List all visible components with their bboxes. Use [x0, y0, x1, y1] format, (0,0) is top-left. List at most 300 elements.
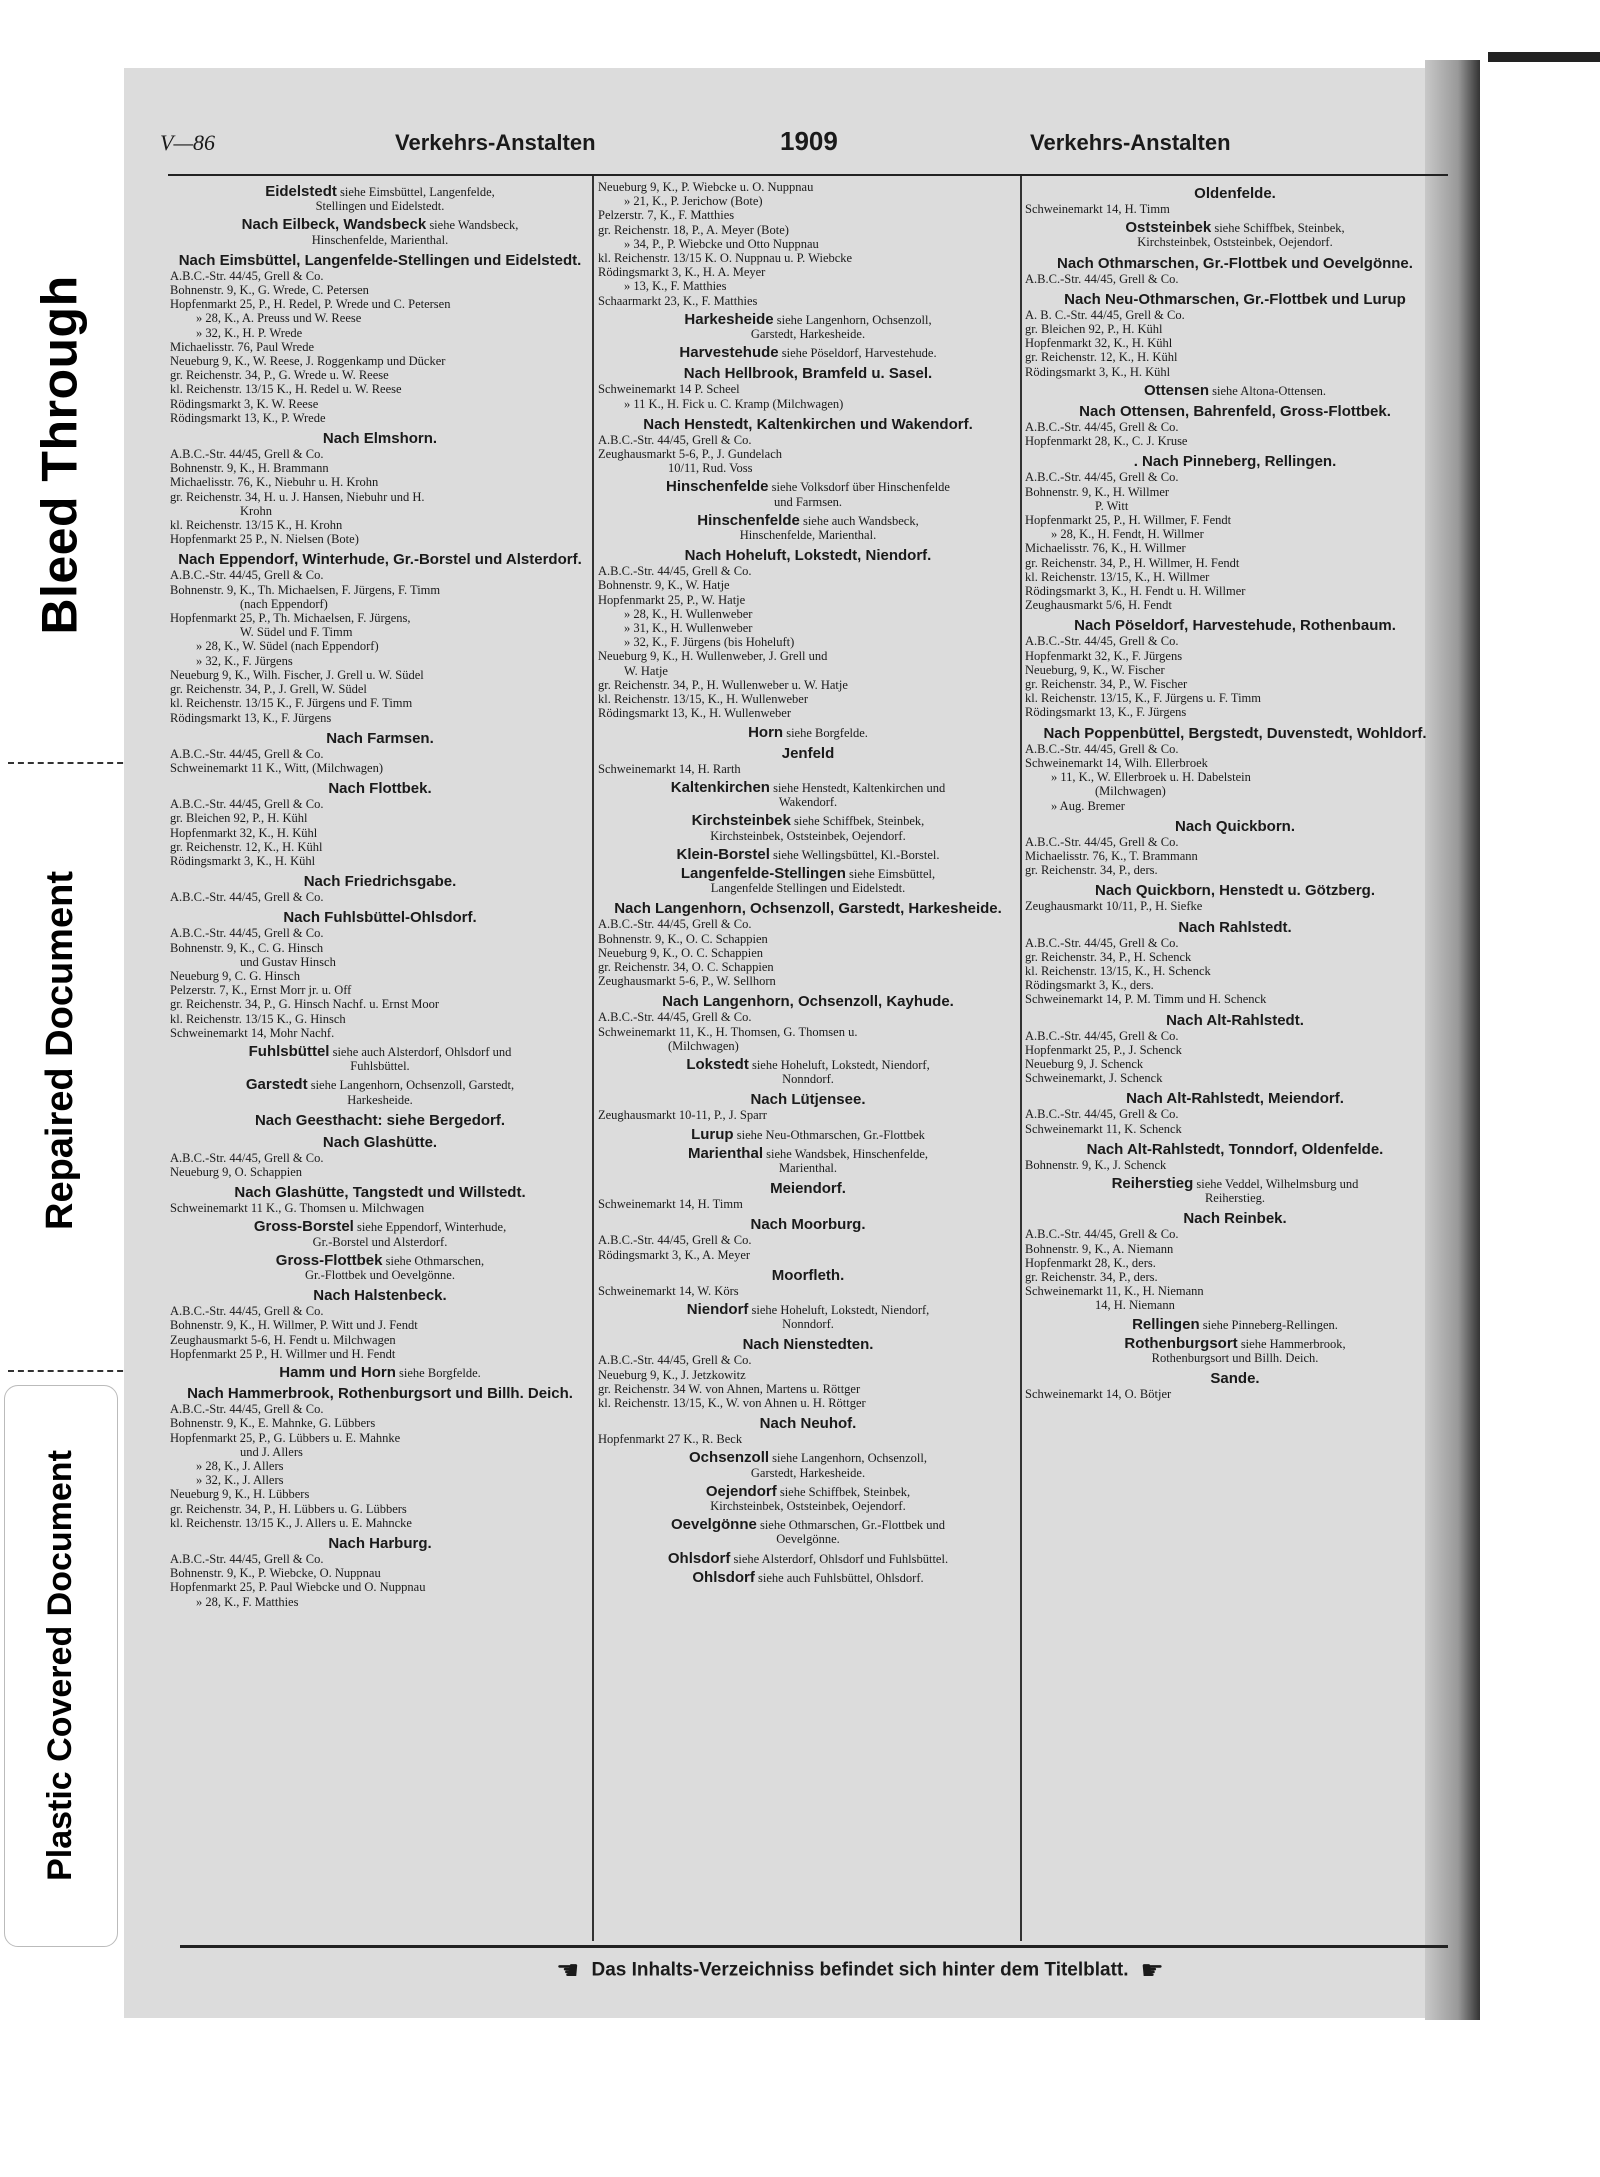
listing-line: A.B.C.-Str. 44/45, Grell & Co.	[598, 917, 752, 932]
listing-line: » 32, K., J. Allers	[196, 1473, 284, 1488]
listing-line: » Aug. Bremer	[1051, 798, 1125, 813]
listing-line: Neueburg, 9, K., W. Fischer	[1025, 662, 1165, 677]
listing-line: A.B.C.-Str. 44/45, Grell & Co.	[1025, 741, 1179, 756]
section-heading: Nach Poppenbüttel, Bergstedt, Duvenstedt, Wohldorf.	[1043, 724, 1427, 742]
listing-line: Schweinemarkt 14, H. Timm	[598, 1197, 743, 1212]
reference-term: Oejendorf	[705, 1482, 777, 1500]
header-rule	[168, 174, 1448, 176]
reference-term: Reiherstieg	[1111, 1174, 1194, 1192]
footer-text: Das Inhalts-Verzeichniss befindet sich hinter dem Titelblatt.	[591, 1959, 1129, 1981]
listing-line: Schaarmarkt 23, K., F. Matthies	[598, 293, 758, 308]
listing-line: gr. Reichenstr. 34, P., H. Schenck	[1025, 949, 1192, 964]
reference-text: siehe Eppendorf, Winterhude,	[353, 1220, 507, 1235]
listing-line: Michaelisstr. 76, K., H. Willmer	[1025, 541, 1186, 556]
section-heading: Nach Hoheluft, Lokstedt, Niendorf.	[684, 547, 932, 565]
listing-line: Rödingsmarkt 3, K. W. Reese	[170, 396, 319, 411]
listing-line: P. Witt	[1095, 498, 1129, 513]
reference-text: siehe Wellingsbüttel, Kl.-Borstel.	[769, 847, 940, 862]
listing-line: W. Südel und F. Timm	[240, 625, 353, 640]
repaired-document-label: Repaired Document	[38, 870, 81, 1230]
section-heading: Oldenfelde.	[1194, 185, 1276, 202]
listing-line: Neueburg 9, K., J. Jetzkowitz	[598, 1367, 746, 1382]
listing-line: Bohnenstr. 9, K., C. G. Hinsch	[170, 940, 324, 955]
cross-reference	[598, 310, 1018, 342]
reference-term: Harvestehude	[679, 344, 779, 362]
listing-line: A.B.C.-Str. 44/45, Grell & Co.	[1025, 1227, 1179, 1242]
bleed-through-label: Bleed Through	[32, 275, 89, 635]
section-heading: Nach Friedrichsgabe.	[303, 873, 457, 891]
edge-bar	[1488, 52, 1600, 62]
reference-term: Oevelgönne	[670, 1516, 757, 1534]
section-heading: Nach Alt-Rahlstedt, Tonndorf, Oldenfelde.	[1086, 1140, 1384, 1158]
listing-line: gr. Reichenstr. 34, P., W. Fischer	[1025, 677, 1188, 692]
section-heading: Nach Glashütte, Tangstedt und Willstedt.	[234, 1184, 526, 1202]
listing-line: Bohnenstr. 9, K., H. Willmer, P. Witt und J. Fendt	[170, 1318, 418, 1333]
listing-line: gr. Reichenstr. 34, P., H. Willmer, H. Fendt	[1025, 555, 1240, 570]
reference-continuation: Hinschenfelde, Marienthal.	[739, 528, 877, 543]
listing-line: » 32, K., F. Jürgens	[196, 653, 293, 668]
reference-continuation: Kirchsteinbek, Oststeinbek, Oejendorf.	[710, 1499, 906, 1514]
reference-continuation: Garstedt, Harkesheide.	[750, 327, 866, 342]
listing-line: Bohnenstr. 9, K., G. Wrede, C. Petersen	[170, 283, 369, 298]
reference-continuation: Nonndorf.	[782, 1072, 834, 1087]
section-heading: Nach Nienstedten.	[742, 1336, 874, 1354]
section-heading: Moorfleth.	[771, 1266, 845, 1284]
section-heading: Nach Quickborn, Henstedt u. Götzberg.	[1094, 882, 1376, 900]
listing-line: A.B.C.-Str. 44/45, Grell & Co.	[170, 797, 324, 812]
listing-line: Hopfenmarkt 28, K., C. J. Kruse	[1025, 434, 1188, 449]
reference-term: Langenfelde-Stellingen	[680, 864, 846, 882]
reference-term: Klein-Borstel	[676, 845, 770, 863]
listing-line: gr. Bleichen 92, P., H. Kühl	[170, 811, 308, 826]
listing-line: gr. Reichenstr. 34 W. von Ahnen, Martens u. Röttger	[598, 1381, 861, 1396]
listing-line: Rödingsmarkt 3, K., A. Meyer	[598, 1247, 751, 1262]
section-heading: Nach Moorburg.	[750, 1216, 866, 1234]
listing-line: A.B.C.-Str. 44/45, Grell & Co.	[170, 926, 324, 941]
listing-line: Krohn	[240, 503, 272, 518]
listing-line: Neueburg 9, K., Wilh. Fischer, J. Grell u. W. Südel	[170, 667, 424, 682]
cross-reference	[598, 864, 1018, 896]
column-2	[598, 180, 1018, 1585]
listing-line: A.B.C.-Str. 44/45, Grell & Co.	[1025, 1107, 1179, 1122]
section-heading: Nach Henstedt, Kaltenkirchen und Wakendorf.	[643, 415, 973, 433]
listing-line: A.B.C.-Str. 44/45, Grell & Co.	[1025, 470, 1179, 485]
listing-line: Hopfenmarkt 27 K., R. Beck	[598, 1432, 743, 1447]
listing-line: Hopfenmarkt 28, K., ders.	[1025, 1255, 1156, 1270]
cross-reference	[598, 480, 1018, 508]
page-header	[155, 126, 1235, 166]
reference-term: Hinschenfelde	[697, 511, 800, 529]
listing-line: Hopfenmarkt 25 P., N. Nielsen (Bote)	[170, 532, 359, 547]
listing-line: kl. Reichenstr. 13/15 K., G. Hinsch	[170, 1011, 346, 1026]
section-heading: Jenfeld	[781, 744, 835, 762]
listing-line: Rödingsmarkt 13, K., P. Wrede	[170, 410, 326, 425]
listing-line: A.B.C.-Str. 44/45, Grell & Co.	[170, 568, 324, 583]
listing-line: A.B.C.-Str. 44/45, Grell & Co.	[170, 1402, 324, 1417]
listing-line: Neueburg 9, K., P. Wiebcke u. O. Nuppnau	[598, 180, 814, 194]
header-right-title: Verkehrs-Anstalten	[1030, 130, 1231, 155]
listing-line: kl. Reichenstr. 13/15, K., H. Willmer	[1025, 569, 1210, 584]
cross-reference	[1025, 381, 1445, 399]
listing-line: gr. Reichenstr. 34, O. C. Schappien	[598, 959, 774, 974]
listing-line: W. Hatje	[624, 663, 668, 678]
listing-line: Schweinemarkt 14, Mohr Nachf.	[170, 1025, 335, 1040]
reference-term: Rellingen	[1132, 1315, 1200, 1333]
section-heading: Nach Hellbrook, Bramfeld u. Sasel.	[683, 365, 933, 383]
header-year: 1909	[780, 126, 838, 156]
section-heading: Nach Pöseldorf, Harvestehude, Rothenbaum.	[1074, 617, 1396, 635]
listing-line: Michaelisstr. 76, Paul Wrede	[170, 339, 315, 354]
listing-line: Neueburg 9, K., H. Lübbers	[170, 1487, 310, 1502]
cross-reference	[598, 723, 1018, 741]
reference-continuation: Stellingen und Eidelstedt.	[315, 199, 445, 214]
listing-line: Hopfenmarkt 25, P., J. Schenck	[1025, 1042, 1182, 1057]
header-left-title: Verkehrs-Anstalten	[395, 130, 596, 155]
listing-line: 14, H. Niemann	[1095, 1298, 1175, 1313]
reference-term: Nach Eilbeck, Wandsbeck	[241, 216, 427, 234]
listing-line: gr. Reichenstr. 34, P., ders.	[1025, 863, 1158, 878]
separator-dash	[8, 1370, 133, 1372]
pointing-hand-icon: ☛	[1140, 1955, 1164, 1985]
cross-reference	[170, 185, 590, 213]
section-heading: Nach Neu-Othmarschen, Gr.-Flottbek und Lurup	[1064, 290, 1406, 308]
listing-line: A.B.C.-Str. 44/45, Grell & Co.	[170, 890, 324, 905]
reference-text: siehe Hoheluft, Lokstedt, Niendorf,	[748, 1057, 930, 1072]
section-heading: Nach Quickborn.	[1174, 817, 1296, 835]
reference-continuation: Gr.-Flottbek und Oevelgönne.	[305, 1267, 455, 1282]
sidebar-labels	[0, 0, 120, 2177]
reference-term: Ottensen	[1143, 381, 1209, 399]
section-heading: Nach Glashütte.	[322, 1133, 438, 1151]
section-heading: Nach Rahlstedt.	[1178, 918, 1292, 936]
listing-line: Neueburg 9, C. G. Hinsch	[170, 968, 300, 983]
listing-line: A.B.C.-Str. 44/45, Grell & Co.	[598, 432, 752, 447]
cross-reference	[170, 218, 590, 246]
reference-term: Lokstedt	[686, 1055, 749, 1073]
reference-text: siehe Langenhorn, Ochsenzoll,	[769, 1451, 927, 1466]
section-heading: Nach Geesthacht: siehe Bergedorf.	[254, 1111, 506, 1129]
listing-line: Hopfenmarkt 32, K., H. Kühl	[170, 825, 318, 840]
listing-line: A.B.C.-Str. 44/45, Grell & Co.	[170, 268, 324, 283]
section-heading: Nach Elmshorn.	[322, 430, 438, 448]
listing-line: Zeughausmarkt 5-6, P., J. Gundelach	[598, 447, 782, 462]
reference-text: siehe Othmarschen,	[382, 1253, 485, 1268]
listing-line: Hopfenmarkt 25 P., H. Willmer und H. Fendt	[170, 1346, 396, 1361]
column-3	[1025, 180, 1445, 1401]
listing-line: Zeughausmarkt 5/6, H. Fendt	[1025, 598, 1172, 613]
cross-reference	[598, 778, 1018, 810]
reference-continuation: Oevelgönne.	[776, 1532, 840, 1547]
listing-line: A.B.C.-Str. 44/45, Grell & Co.	[1025, 271, 1179, 286]
section-heading: Nach Othmarschen, Gr.-Flottbek und Oevelgönne.	[1057, 254, 1413, 272]
listing-line: A.B.C.-Str. 44/45, Grell & Co.	[170, 447, 324, 462]
listing-line: Rödingsmarkt 3, K., H. Fendt u. H. Willmer	[1025, 584, 1246, 599]
listing-line: Schweinemarkt 14, P. M. Timm und H. Schenck	[1025, 992, 1267, 1007]
listing-line: » 11 K., H. Fick u. C. Kramp (Milchwagen)	[624, 396, 844, 411]
reference-term: Harkesheide	[684, 310, 774, 328]
listing-line: Schweinemarkt 14, Wilh. Ellerbroek	[1025, 755, 1208, 770]
reference-text: siehe Eimsbüttel, Langenfelde,	[336, 185, 495, 199]
listing-line: A.B.C.-Str. 44/45, Grell & Co.	[170, 1552, 324, 1567]
reference-term: Niendorf	[686, 1300, 749, 1318]
listing-line: A.B.C.-Str. 44/45, Grell & Co.	[1025, 935, 1179, 950]
listing-line: Michaelisstr. 76, K., Niebuhr u. H. Krohn	[170, 475, 379, 490]
listing-line: Schweinemarkt, J. Schenck	[1025, 1071, 1163, 1086]
listing-line: Schweinemarkt 11, K., H. Thomsen, G. Thomsen u.	[598, 1024, 858, 1039]
listing-line: Bohnenstr. 9, K., H. Brammann	[170, 461, 329, 476]
listing-line: A. B. C.-Str. 44/45, Grell & Co.	[1025, 307, 1185, 322]
reference-term: Eidelstedt	[265, 183, 337, 200]
section-heading: Nach Harburg.	[328, 1535, 432, 1553]
listing-line: » 21, K., P. Jerichow (Bote)	[624, 194, 763, 209]
reference-term: Fuhlsbüttel	[248, 1042, 330, 1060]
listing-line: Bohnenstr. 9, K., E. Mahnke, G. Lübbers	[170, 1416, 376, 1431]
listing-line: und Gustav Hinsch	[240, 954, 336, 969]
reference-term: Ochsenzoll	[689, 1449, 770, 1467]
cross-reference	[170, 1042, 590, 1074]
listing-line: gr. Bleichen 92, P., H. Kühl	[1025, 322, 1163, 337]
listing-line: A.B.C.-Str. 44/45, Grell & Co.	[598, 1010, 752, 1025]
listing-line: » 32, K., H. P. Wrede	[196, 325, 303, 340]
listing-line: Hopfenmarkt 25, P., G. Lübbers u. E. Mahnke	[170, 1430, 401, 1445]
reference-term: Kirchsteinbek	[691, 812, 791, 830]
cross-reference	[598, 1482, 1018, 1514]
cross-reference	[1025, 1174, 1445, 1206]
reference-term: Hamm und Horn	[279, 1364, 396, 1381]
listing-line: gr. Reichenstr. 34, P., H. Wullenweber u. W. Hatje	[598, 677, 848, 692]
reference-text: siehe Alsterdorf, Ohlsdorf und Fuhlsbüttel.	[730, 1551, 949, 1566]
reference-continuation: Kirchsteinbek, Oststeinbek, Oejendorf.	[710, 828, 906, 843]
cross-reference	[170, 1251, 590, 1282]
listing-line: Hopfenmarkt 32, K., H. Kühl	[1025, 336, 1173, 351]
reference-term: Ohlsdorf	[667, 1549, 731, 1567]
reference-continuation: und Farmsen.	[773, 494, 843, 509]
reference-text: siehe Hammerbrook,	[1237, 1336, 1346, 1351]
listing-line: Hopfenmarkt 32, K., F. Jürgens	[1025, 648, 1183, 663]
listing-line: Neueburg 9, K., O. C. Schappien	[598, 945, 764, 960]
section-heading: Nach Reinbek.	[1183, 1210, 1287, 1228]
listing-line: A.B.C.-Str. 44/45, Grell & Co.	[170, 1304, 324, 1319]
listing-line: » 32, K., F. Jürgens (bis Hoheluft)	[624, 635, 795, 650]
cross-reference	[598, 1144, 1018, 1175]
section-heading: Nach Langenhorn, Ochsenzoll, Kayhude.	[662, 993, 954, 1011]
reference-term: Lurup	[691, 1125, 734, 1143]
listing-line: Hopfenmarkt 25, P., W. Hatje	[598, 592, 746, 607]
listing-line: Bohnenstr. 9, K., P. Wiebcke, O. Nuppnau	[170, 1566, 381, 1581]
cross-reference	[598, 1518, 1018, 1546]
listing-line: Bohnenstr. 9, K., A. Niemann	[1025, 1241, 1174, 1256]
listing-line: Bohnenstr. 9, K., H. Willmer	[1025, 484, 1170, 499]
reference-text: siehe Pinneberg-Rellingen.	[1199, 1317, 1338, 1332]
listing-line: (Milchwagen)	[1095, 784, 1166, 799]
listing-line: Rödingsmarkt 3, K., H. A. Meyer	[598, 265, 766, 280]
listing-line: » 31, K., H. Wullenweber	[624, 621, 753, 636]
listing-line: » 28, K., F. Matthies	[196, 1594, 299, 1609]
listing-line: kl. Reichenstr. 13/15 K. O. Nuppnau u. P. Wiebcke	[598, 251, 853, 266]
section-heading: Nach Halstenbeck.	[313, 1287, 447, 1305]
pointing-hand-icon: ☛	[556, 1955, 580, 1985]
cross-reference	[598, 346, 1018, 360]
listing-line: gr. Reichenstr. 34, P., J. Grell, W. Südel	[170, 682, 367, 697]
section-heading: Nach Fuhlsbüttel-Ohlsdorf.	[283, 909, 477, 927]
reference-text: siehe Borgfelde.	[783, 725, 868, 740]
listing-line: kl. Reichenstr. 13/15, K., W. von Ahnen u. H. Röttger	[598, 1396, 866, 1410]
section-heading: Nach Langenhorn, Ochsenzoll, Garstedt, Harkesheide.	[614, 900, 1002, 918]
reference-term: Horn	[748, 723, 784, 741]
section-heading: Sande.	[1210, 1370, 1260, 1388]
section-heading: Nach Neuhof.	[759, 1415, 857, 1433]
reference-term: Hinschenfelde	[666, 478, 769, 496]
section-heading: . Nach Pinneberg, Rellingen.	[1133, 453, 1337, 471]
reference-text: siehe Pöseldorf, Harvestehude.	[778, 346, 937, 361]
listing-line: Schweinemarkt 14, W. Körs	[598, 1283, 739, 1298]
section-heading: Nach Flottbek.	[328, 780, 432, 798]
listing-line: gr. Reichenstr. 34, P., G. Hinsch Nachf. u. Ernst Moor	[170, 997, 440, 1012]
listing-line: gr. Reichenstr. 34, P., H. Lübbers u. G. Lübbers	[170, 1501, 407, 1516]
reference-text: siehe Schiffbek, Steinbek,	[790, 814, 925, 829]
listing-line: » 28, K., W. Südel (nach Eppendorf)	[196, 639, 379, 654]
section-heading: Nach Alt-Rahlstedt.	[1166, 1011, 1304, 1029]
cross-reference	[598, 1568, 1018, 1586]
reference-continuation: Nonndorf.	[782, 1317, 834, 1332]
reference-continuation: Garstedt, Harkesheide.	[750, 1465, 866, 1480]
listing-line: gr. Reichenstr. 18, P., A. Meyer (Bote)	[598, 222, 789, 237]
listing-line: Schweinemarkt 11, K. Schenck	[1025, 1121, 1182, 1136]
listing-line: A.B.C.-Str. 44/45, Grell & Co.	[170, 746, 324, 761]
cross-reference	[598, 1451, 1018, 1479]
listing-line: Schweinemarkt 14, H. Rarth	[598, 761, 741, 776]
footer-note	[410, 1955, 1310, 1986]
listing-line: » 13, K., F. Matthies	[624, 279, 727, 294]
listing-line: Neueburg 9, K., H. Wullenweber, J. Grell und	[598, 649, 828, 664]
cross-reference	[598, 1300, 1018, 1332]
listing-line: Bohnenstr. 9, K., W. Hatje	[598, 578, 730, 593]
cross-reference	[598, 1125, 1018, 1143]
listing-line: Neueburg 9, K., W. Reese, J. Roggenkamp und Dücker	[170, 354, 446, 369]
reference-text: siehe Wandsbeck,	[426, 218, 519, 233]
reference-text: siehe Othmarschen, Gr.-Flottbek und	[756, 1518, 946, 1533]
listing-line: Schweinemarkt 14, H. Timm	[1025, 202, 1170, 216]
plastic-covered-label: Plastic Covered Document	[40, 1449, 79, 1881]
reference-text: siehe Langenhorn, Ochsenzoll, Garstedt,	[307, 1078, 515, 1093]
reference-continuation: Kirchsteinbek, Oststeinbek, Oejendorf.	[1137, 235, 1333, 250]
listing-line: » 11, K., W. Ellerbroek u. H. Dabelstein	[1051, 770, 1251, 785]
listing-line: (Milchwagen)	[668, 1038, 739, 1053]
section-heading: Nach Ottensen, Bahrenfeld, Gross-Flottbek.	[1079, 403, 1391, 421]
listing-line: kl. Reichenstr. 13/15, K., F. Jürgens u. F. Timm	[1025, 691, 1261, 706]
listing-line: » 34, P., P. Wiebcke und Otto Nuppnau	[624, 236, 819, 251]
listing-line: gr. Reichenstr. 34, P., ders.	[1025, 1269, 1158, 1284]
listing-line: A.B.C.-Str. 44/45, Grell & Co.	[1025, 634, 1179, 649]
listing-line: Schweinemarkt 14, O. Bötjer	[1025, 1387, 1172, 1402]
reference-continuation: Marienthal.	[779, 1160, 837, 1175]
reference-term: Garstedt	[245, 1076, 308, 1094]
listing-line: A.B.C.-Str. 44/45, Grell & Co.	[598, 1233, 752, 1248]
listing-line: A.B.C.-Str. 44/45, Grell & Co.	[598, 1353, 752, 1368]
section-heading: Nach Farmsen.	[326, 729, 434, 747]
reference-text: siehe Veddel, Wilhelmsburg und	[1193, 1176, 1359, 1191]
listing-line: Zeughausmarkt 10/11, P., H. Siefke	[1025, 899, 1203, 914]
reference-text: siehe auch Alsterdorf, Ohlsdorf und	[329, 1044, 512, 1059]
listing-line: kl. Reichenstr. 13/15 K., H. Krohn	[170, 518, 343, 533]
reference-text: siehe Schiffbek, Steinbek,	[1211, 221, 1345, 236]
reference-text: siehe auch Wandsbeck,	[799, 513, 919, 528]
listing-line: Rödingsmarkt 3, K., H. Kühl	[170, 853, 316, 868]
section-heading: Nach Hammerbrook, Rothenburgsort und Billh. Deich.	[187, 1385, 573, 1403]
listing-line: und J. Allers	[240, 1444, 303, 1459]
section-heading: Meiendorf.	[770, 1180, 846, 1198]
reference-text: siehe Neu-Othmarschen, Gr.-Flottbek	[733, 1127, 925, 1142]
listing-line: Schweinemarkt 14 P. Scheel	[598, 382, 740, 397]
listing-line: Hopfenmarkt 25, P., H. Redel, P. Wrede und C. Petersen	[170, 297, 451, 312]
column-1	[170, 180, 590, 1609]
listing-line: kl. Reichenstr. 13/15 K., H. Redel u. W. Reese	[170, 382, 402, 397]
listing-line: A.B.C.-Str. 44/45, Grell & Co.	[1025, 1028, 1179, 1043]
reference-text: siehe auch Fuhlsbüttel, Ohlsdorf.	[754, 1570, 924, 1585]
cross-reference	[170, 1366, 590, 1380]
listing-line: kl. Reichenstr. 13/15, K., H. Wullenweber	[598, 692, 808, 707]
listing-line: gr. Reichenstr. 12, K., H. Kühl	[1025, 350, 1178, 365]
reference-continuation: Langenfelde Stellingen und Eidelstedt.	[710, 881, 906, 896]
cross-reference	[170, 1078, 590, 1106]
listing-line: Neueburg 9, J. Schenck	[1025, 1056, 1144, 1071]
cross-reference	[598, 814, 1018, 842]
listing-line: kl. Reichenstr. 13/15 K., J. Allers u. E. Mahncke	[170, 1515, 412, 1530]
listing-line: Pelzerstr. 7, K., F. Matthies	[598, 208, 735, 223]
reference-term: Kaltenkirchen	[670, 778, 770, 796]
reference-continuation: Hinschenfelde, Marienthal.	[311, 232, 449, 247]
section-heading: Nach Eppendorf, Winterhude, Gr.-Borstel und Alsterdorf.	[178, 551, 582, 569]
page-number: V—86	[160, 130, 215, 155]
reference-text: siehe Hoheluft, Lokstedt, Niendorf,	[748, 1302, 930, 1317]
cross-reference	[1025, 1315, 1445, 1333]
listing-line: Pelzerstr. 7, K., Ernst Morr jr. u. Off	[170, 983, 352, 998]
listing-line: Zeughausmarkt 5-6, P., W. Sellhorn	[598, 974, 776, 989]
listing-line: » 28, K., A. Preuss und W. Reese	[196, 311, 362, 326]
listing-line: Hopfenmarkt 25, P., H. Willmer, F. Fendt	[1025, 513, 1232, 528]
listing-line: Schweinemarkt 11 K., G. Thomsen u. Milchwagen	[170, 1201, 425, 1216]
listing-line: Schweinemarkt 11 K., Witt, (Milchwagen)	[170, 760, 383, 775]
listing-line: Rödingsmarkt 3, K., ders.	[1025, 978, 1154, 993]
cross-reference	[598, 845, 1018, 863]
section-heading: Nach Alt-Rahlstedt, Meiendorf.	[1126, 1090, 1344, 1108]
section-heading: Nach Lütjensee.	[750, 1091, 866, 1109]
listing-line: Bohnenstr. 9, K., J. Schenck	[1025, 1157, 1167, 1172]
reference-term: Marienthal	[687, 1144, 763, 1162]
reference-text: siehe Volksdorf über Hinschenfelde	[768, 480, 950, 495]
right-margin	[1488, 52, 1600, 2177]
reference-term: Ohlsdorf	[692, 1568, 755, 1586]
listing-line: A.B.C.-Str. 44/45, Grell & Co.	[170, 1150, 324, 1165]
listing-line: Neueburg 9, O. Schappien	[170, 1164, 303, 1179]
listing-line: Rödingsmarkt 13, K., H. Wullenweber	[598, 706, 791, 721]
listing-line: » 28, K., H. Fendt, H. Willmer	[1051, 527, 1204, 542]
cross-reference	[598, 1055, 1018, 1087]
reference-text: siehe Altona-Ottensen.	[1209, 383, 1326, 398]
reference-text: siehe Eimsbüttel,	[845, 866, 936, 881]
reference-continuation: Wakendorf.	[778, 795, 838, 810]
cross-reference	[598, 1549, 1018, 1567]
listing-line: Zeughausmarkt 10-11, P., J. Sparr	[598, 1108, 767, 1123]
column-divider	[1020, 176, 1022, 1941]
listing-line: gr. Reichenstr. 12, K., H. Kühl	[170, 839, 323, 854]
reference-continuation: Reiherstieg.	[1204, 1191, 1266, 1206]
reference-text: siehe Borgfelde.	[395, 1366, 481, 1380]
listing-line: 10/11, Rud. Voss	[668, 461, 753, 476]
listing-line: A.B.C.-Str. 44/45, Grell & Co.	[1025, 834, 1179, 849]
listing-line: Rödingsmarkt 3, K., H. Kühl	[1025, 364, 1171, 379]
reference-term: Gross-Flottbek	[275, 1251, 383, 1269]
